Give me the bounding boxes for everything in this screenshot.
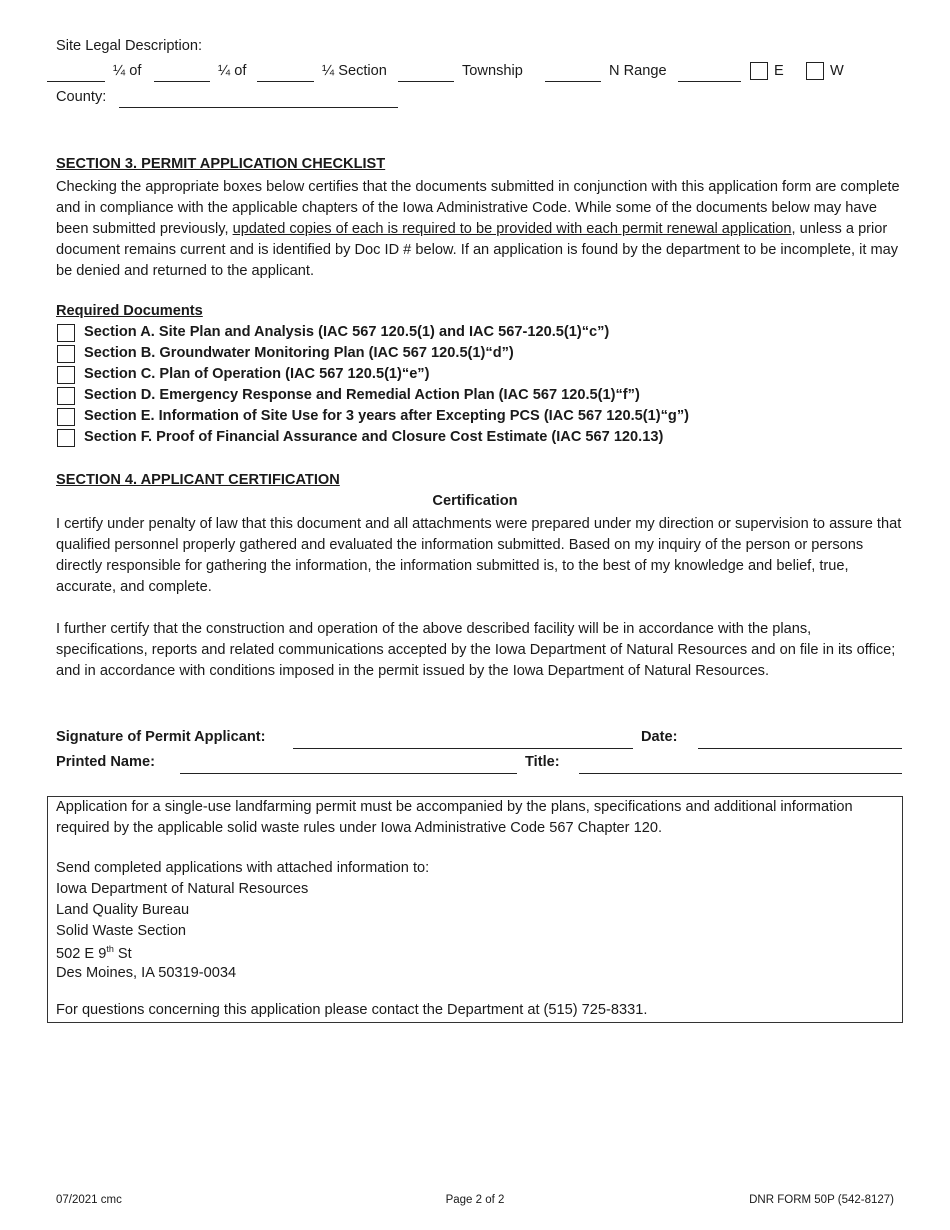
signature-label: Signature of Permit Applicant: [56, 729, 266, 745]
title-label: Title: [525, 754, 560, 770]
address-line-3: Solid Waste Section [56, 923, 187, 939]
west-checkbox[interactable] [806, 62, 824, 80]
section4-heading: SECTION 4. APPLICANT CERTIFICATION [56, 472, 340, 488]
section-e-checkbox[interactable] [57, 408, 75, 426]
east-label: E [774, 63, 784, 79]
section-e-label: Section E. Information of Site Use for 3 years after Excepting PCS (IAC 567 120.5(1)“g”) [84, 408, 689, 424]
quarter-of-label-2: ¼ of [218, 63, 247, 79]
section-field[interactable] [257, 81, 314, 82]
section3-heading: SECTION 3. PERMIT APPLICATION CHECKLIST [56, 156, 386, 172]
quarter-section-label: ¼ Section [322, 63, 387, 79]
county-field[interactable] [119, 107, 398, 108]
section-a-label: Section A. Site Plan and Analysis (IAC 567 120.5(1) and IAC 567-120.5(1)“c”) [84, 324, 610, 340]
quarter-of-label-1: ¼ of [113, 63, 142, 79]
street-ordinal: th [106, 944, 114, 954]
street-suffix: St [113, 945, 132, 962]
certification-paragraph-1: I certify under penalty of law that this document and all attachments were prepared under my direction or supervision to assure that qualified personnel properly gathered and evaluated the information submitted. Based on my inquiry of the person or persons directly responsible for gathering the information, the information submitted is, to the best of my knowledge and belief, true, accurate, and complete. [56, 516, 902, 595]
section3-intro-part1: Checking the appropriate boxes below certifies that the documents submitted in conjunction with this application form are complete and in compliance with the applicable chapters of the Iowa Administrative Code. While some of the documents below may have been submitted previously, [56, 179, 900, 237]
range-field[interactable] [678, 81, 741, 82]
printed-name-field[interactable] [180, 773, 517, 774]
certification-paragraph-2: I further certify that the construction and operation of the above described facility will be in accordance with the plans, specifications, reports and related communications accepted by the Iowa Department of Natural Resources and on file in its office; and in accordance with conditions imposed in the permit issued by the Iowa Department of Natural Resources. [56, 621, 896, 679]
site-legal-description-label: Site Legal Description: [56, 38, 203, 54]
required-documents-heading: Required Documents [56, 303, 203, 319]
section3-intro [56, 177, 906, 282]
certification-title: Certification [432, 493, 518, 509]
street-address [56, 944, 132, 962]
section-a-checkbox[interactable] [57, 324, 75, 342]
title-field[interactable] [579, 773, 902, 774]
township-field[interactable] [398, 81, 454, 82]
footer-form-number: DNR FORM 50P (542-8127) [749, 1194, 894, 1206]
section-f-checkbox[interactable] [57, 429, 75, 447]
street-number: 502 E 9 [56, 945, 107, 962]
n-range-label: N Range [609, 63, 667, 79]
quarter-quarter-field[interactable] [47, 81, 105, 82]
address-line-1: Iowa Department of Natural Resources [56, 881, 309, 897]
printed-name-label: Printed Name: [56, 754, 155, 770]
section-b-checkbox[interactable] [57, 345, 75, 363]
contact-text: For questions concerning this application please contact the Department at (515) 725-8331. [56, 1002, 648, 1018]
city-state-zip: Des Moines, IA 50319-0034 [56, 965, 237, 981]
footer-page-number: Page 2 of 2 [445, 1194, 505, 1206]
section-d-label: Section D. Emergency Response and Remedial Action Plan (IAC 567 120.5(1)“f”) [84, 387, 640, 403]
send-to-text: Send completed applications with attached information to: [56, 860, 430, 876]
quarter-field[interactable] [154, 81, 210, 82]
footer-date: 07/2021 cmc [56, 1194, 122, 1206]
section-d-checkbox[interactable] [57, 387, 75, 405]
county-label: County: [56, 89, 107, 105]
signature-field[interactable] [293, 748, 633, 749]
n-range-field[interactable] [545, 81, 601, 82]
section-f-label: Section F. Proof of Financial Assurance and Closure Cost Estimate (IAC 567 120.13) [84, 429, 664, 445]
date-label: Date: [641, 729, 678, 745]
section-c-checkbox[interactable] [57, 366, 75, 384]
info-requirements-text: Application for a single-use landfarming permit must be accompanied by the plans, specifications and additional information required by the applicable solid waste rules under Iowa Administrative Code 567 Chapter 120. [56, 799, 853, 836]
section-b-label: Section B. Groundwater Monitoring Plan (IAC 567 120.5(1)“d”) [84, 345, 514, 361]
east-checkbox[interactable] [750, 62, 768, 80]
section-c-label: Section C. Plan of Operation (IAC 567 120.5(1)“e”) [84, 366, 430, 382]
address-line-2: Land Quality Bureau [56, 902, 190, 918]
west-label: W [830, 63, 844, 79]
section3-intro-part2: , unless a prior document remains current and is identified by Doc ID # below. If an application is found by the department to be incomplete, it may be denied and returned to the applicant. [56, 221, 899, 279]
date-field[interactable] [698, 748, 902, 749]
township-label: Township [462, 63, 523, 79]
section3-intro-underlined: updated copies of each is required to be provided with each permit renewal application [232, 221, 792, 237]
